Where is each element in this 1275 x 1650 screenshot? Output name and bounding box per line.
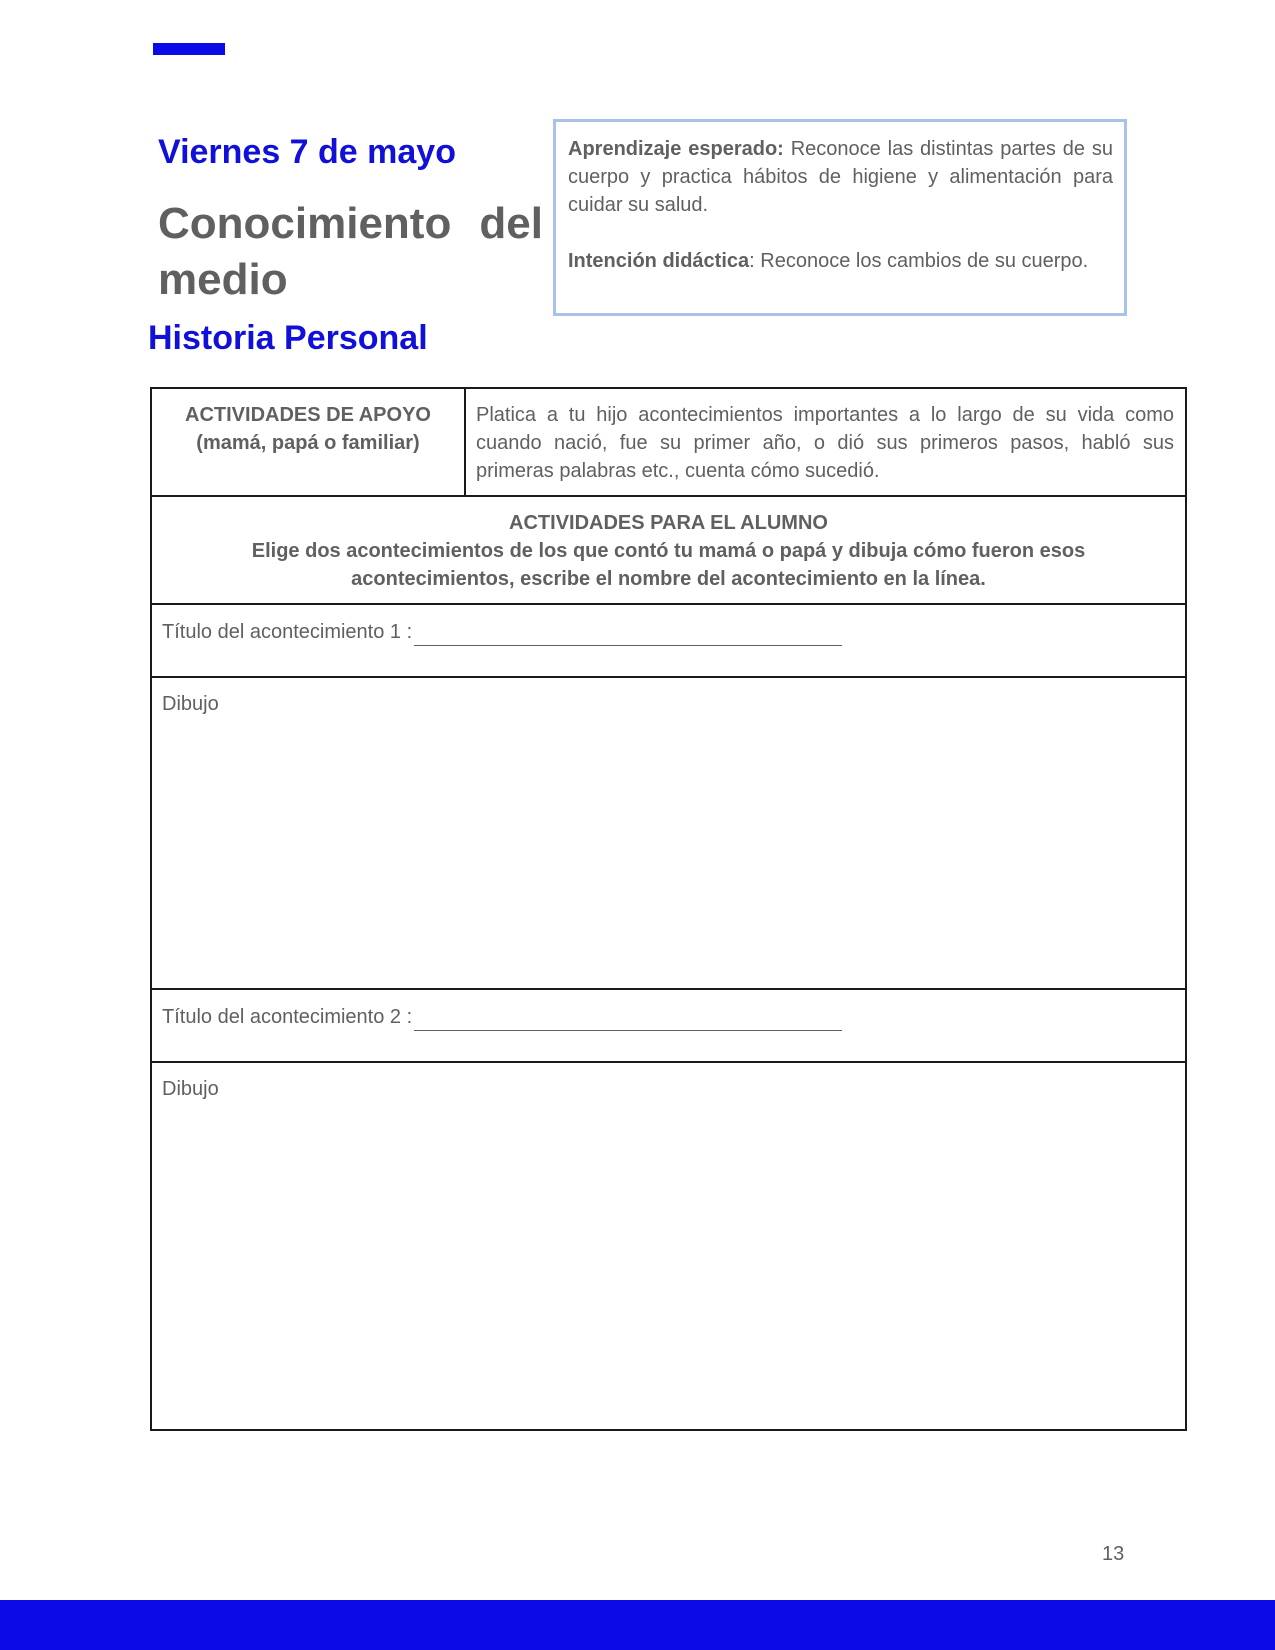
top-accent-bar [153,43,225,55]
event-1-title-blank[interactable] [414,623,842,646]
expected-learning [568,135,1113,219]
activity-worksheet-table [150,387,1187,1431]
didactic-intention-label: Intención didáctica [568,250,750,272]
student-activities-heading: ACTIVIDADES PARA EL ALUMNO [509,512,828,534]
bottom-footer-band [0,1600,1275,1650]
subject-title-word-2: del [479,199,543,248]
learning-objectives-box [553,119,1127,316]
didactic-intention-text: : Reconoce los cambios de su cuerpo. [749,250,1089,272]
support-activities-label [151,388,465,496]
didactic-intention [568,247,1113,275]
lesson-date: Viernes 7 de mayo [158,133,456,171]
event-2-title-cell [151,989,1186,1062]
page-number: 13 [1102,1543,1125,1565]
student-activities-row [151,496,1186,604]
support-label-line-1: ACTIVIDADES DE APOYO [185,404,431,426]
drawing-1-label: Dibujo [162,693,219,715]
drawing-1-area[interactable] [151,677,1186,989]
student-activities-instructions: Elige dos acontecimientos de los que contó tu mamá o papá y dibuja cómo fueron esos acontecimientos, escribe el nombre del acontecimiento en la línea. [251,540,1086,590]
event-2-title-blank[interactable] [414,1008,842,1031]
subject-title [158,196,543,308]
expected-learning-label: Aprendizaje esperado: [568,138,784,160]
subject-title-line-2: medio [158,255,288,304]
event-1-title-row [151,604,1186,677]
support-activities-text: Platica a tu hijo acontecimientos importantes a lo largo de su vida como cuando nació, fue su primer año, o dió sus primeros pasos, habló sus primeras palabras etc., cuenta cómo sucedió. [465,388,1186,496]
student-activities-cell [151,496,1186,604]
expected-learning-text: Reconoce las distintas partes de su cuerpo y practica hábitos de higiene y alimentación para cuidar su salud. [568,138,1113,216]
subject-title-word-1: Conocimiento [158,199,452,248]
drawing-2-area[interactable] [151,1062,1186,1430]
event-1-title-label: Título del acontecimiento 1 : [162,621,413,643]
support-label-line-2: (mamá, papá o familiar) [196,432,420,454]
drawing-1-row [151,677,1186,989]
drawing-2-row [151,1062,1186,1430]
event-2-title-label: Título del acontecimiento 2 : [162,1006,413,1028]
event-2-title-row [151,989,1186,1062]
drawing-2-label: Dibujo [162,1078,219,1100]
event-1-title-cell [151,604,1186,677]
subject-title-line-1 [158,196,543,252]
lesson-title: Historia Personal [148,319,428,357]
support-activities-row [151,388,1186,496]
